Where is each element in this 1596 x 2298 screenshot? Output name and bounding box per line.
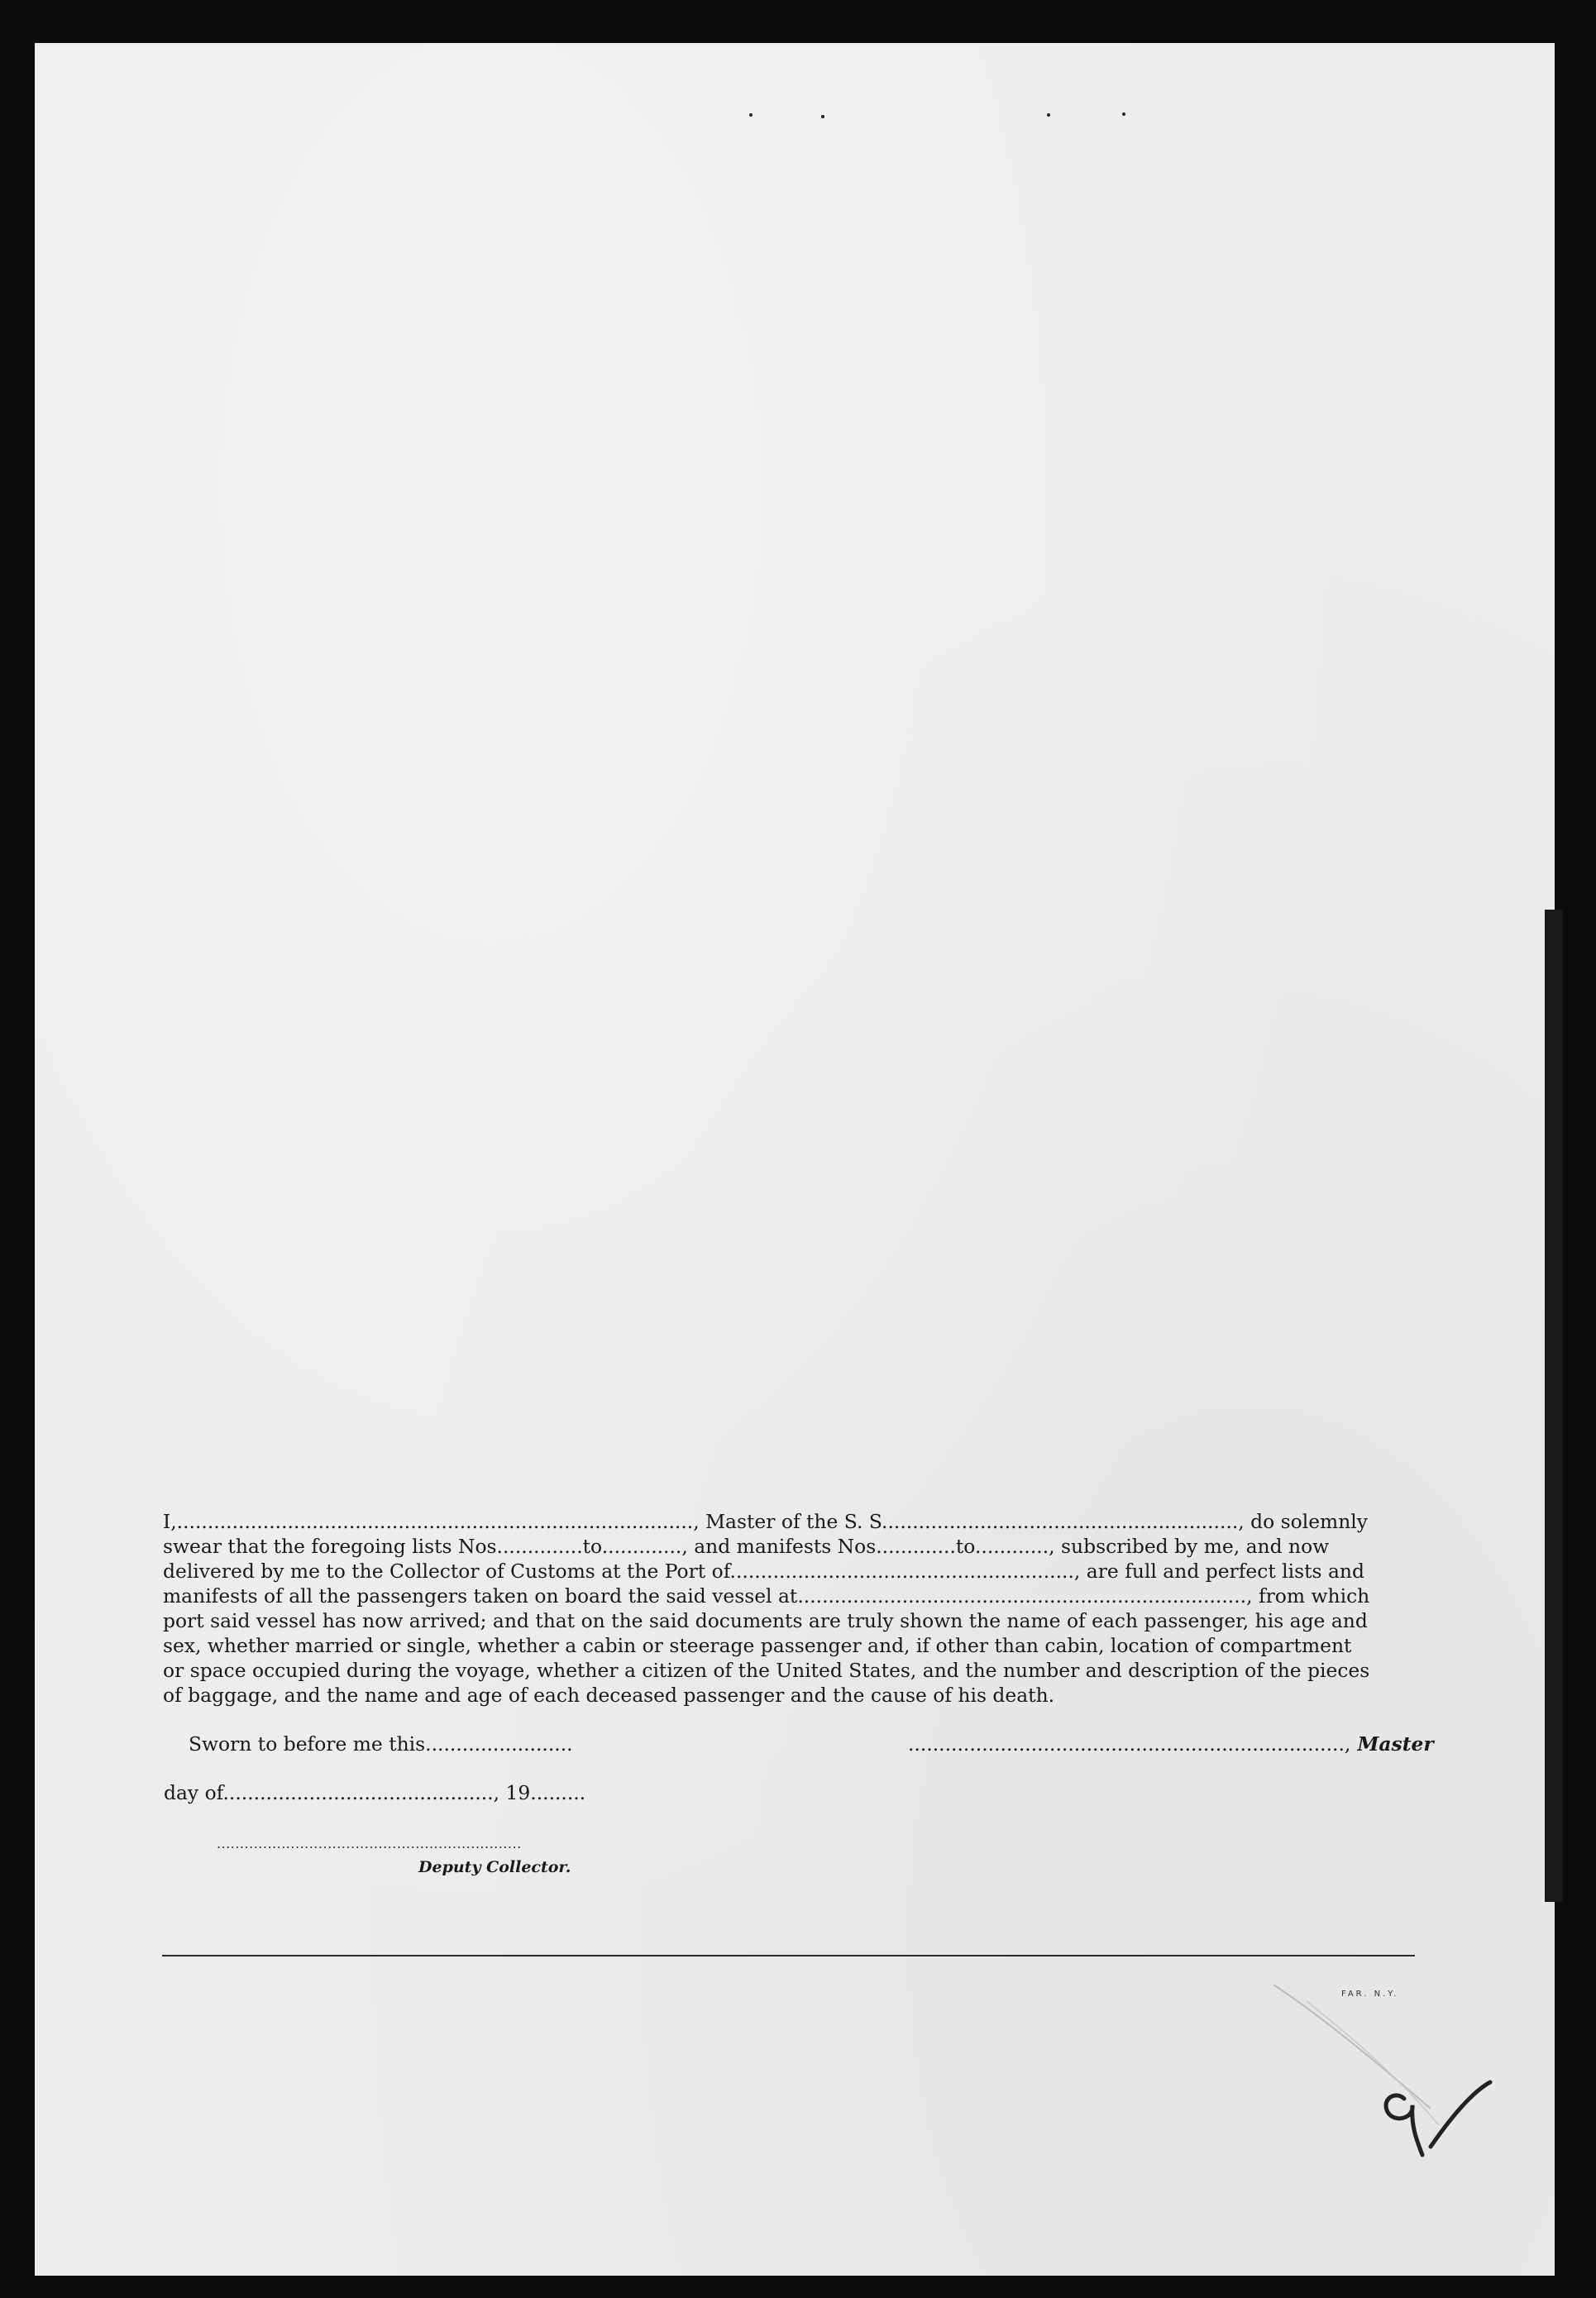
oath-line: I,...................................................................................., Master of the S. S.........................................................., do solemnly (163, 1510, 1368, 1533)
ink-speck (1047, 113, 1050, 117)
document-sheet (35, 43, 1555, 2276)
oath-line: or space occupied during the voyage, whether a citizen of the United States, and the number and description of the pieces (163, 1659, 1370, 1682)
deputy-collector-label: Deputy Collector. (418, 1858, 571, 1876)
oath-line: delivered by me to the Collector of Customs at the Port of........................................................, are full and perfect lists and (163, 1560, 1364, 1583)
deputy-signature-blank: .................................................................. (217, 1836, 522, 1851)
handwritten-mark (1273, 1985, 1522, 2167)
page-edge-shadow (1545, 910, 1563, 1902)
oath-line: sex, whether married or single, whether a cabin or steerage passenger and, if other than cabin, location of compartment (163, 1634, 1352, 1657)
sworn-before-line: Sworn to before me this........................ (189, 1732, 573, 1756)
day-of-line: day of............................................, 19......... (164, 1781, 586, 1804)
horizontal-rule (162, 1955, 1415, 1956)
ink-speck (749, 113, 753, 117)
master-blank: ......................................................................., (908, 1732, 1351, 1756)
oath-line: swear that the foregoing lists Nos..............to............., and manifests Nos.............to............, subscribed by me, and now (163, 1535, 1330, 1558)
master-label: Master (1350, 1732, 1434, 1756)
oath-line: manifests of all the passengers taken on board the said vessel at........................................................................., from which (163, 1584, 1370, 1608)
oath-paragraph (163, 1509, 1424, 1708)
master-signature-line (908, 1732, 1434, 1756)
ink-speck (1122, 112, 1125, 116)
printer-mark: FAR. N.Y. (1341, 1990, 1399, 1999)
oath-line: port said vessel has now arrived; and that on the said documents are truly shown the name of each passenger, his age and (163, 1609, 1368, 1632)
ink-speck (821, 115, 824, 118)
oath-line: of baggage, and the name and age of each deceased passenger and the cause of his death. (163, 1684, 1055, 1707)
